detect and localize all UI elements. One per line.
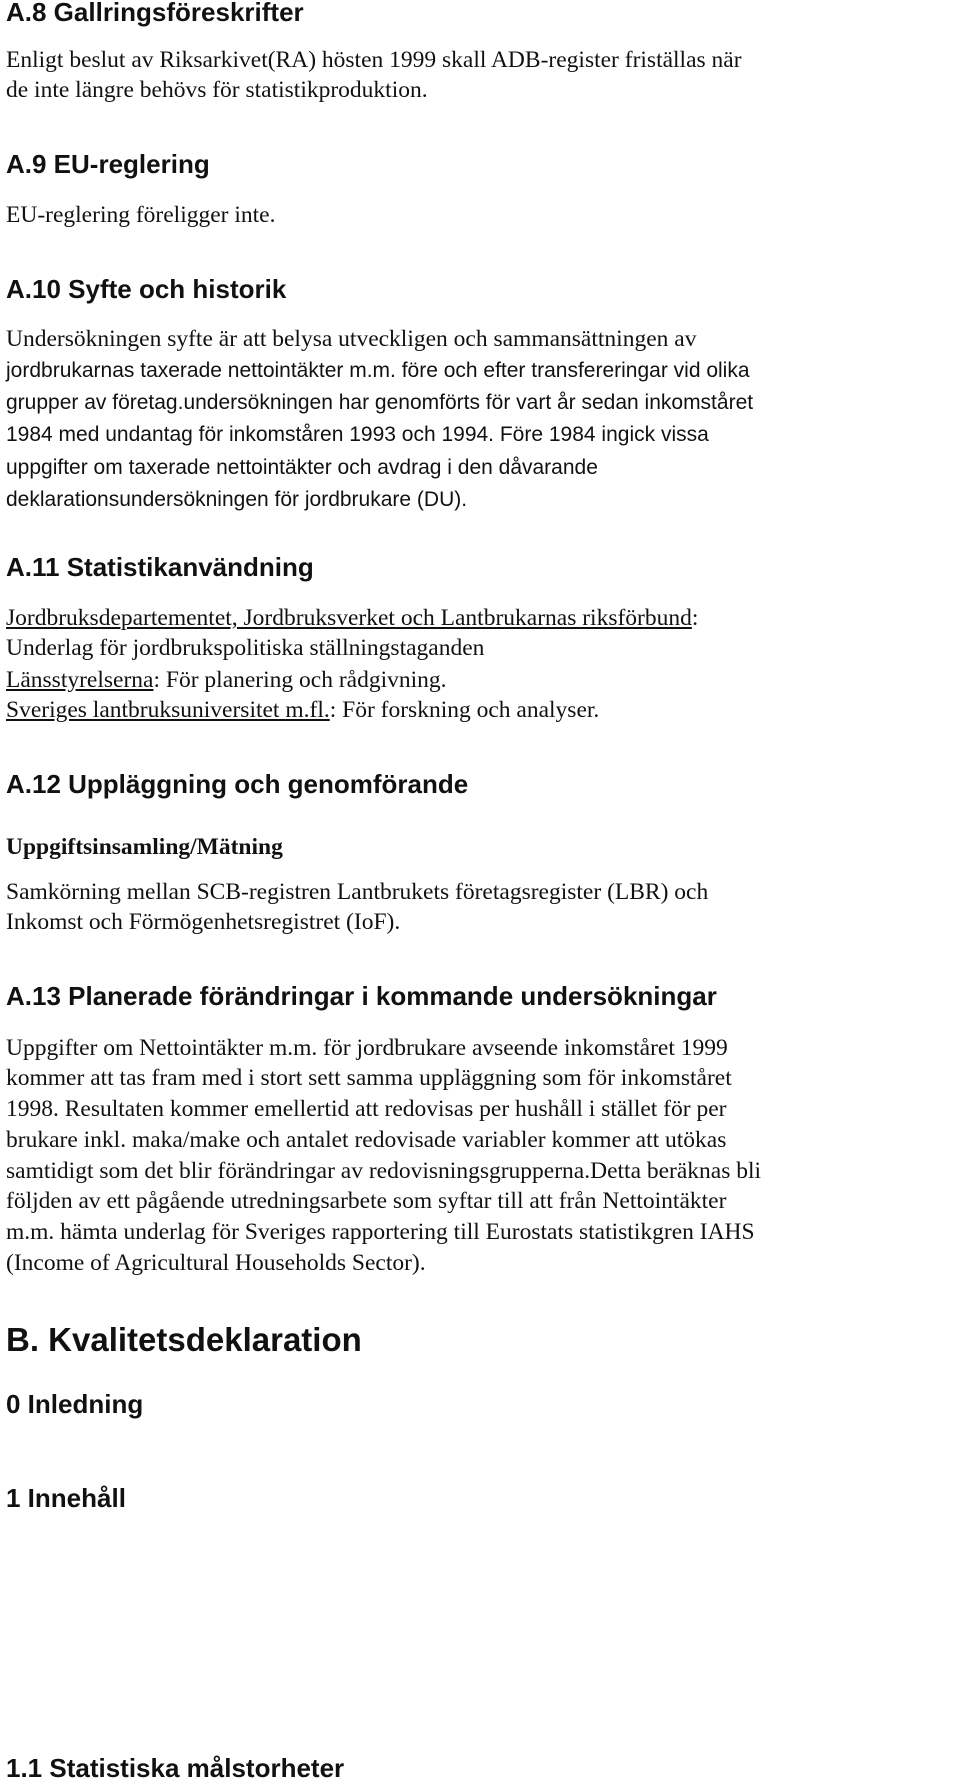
a10-line-3: grupper av företag.undersökningen har genomförts för vart år sedan inkomståret [6, 391, 754, 414]
user-group-county-boards: Länsstyrelserna [6, 667, 154, 693]
heading-b: B. Kvalitetsdeklaration [6, 1321, 362, 1358]
user-group-university: Sveriges lantbruksuniversitet m.fl. [6, 697, 330, 723]
a13-line-5: samtidigt som det blir förändringar av redovisningsgrupperna.Detta beräknas bli [6, 1158, 762, 1184]
a13-line-1: Uppgifter om Nettointäkter m.m. för jordbrukare avseende inkomståret 1999 [6, 1035, 728, 1061]
a13-line-2: kommer att tas fram med i stort sett samma uppläggning som för inkomståret [6, 1065, 732, 1091]
a9-line: EU-reglering föreligger inte. [6, 202, 276, 228]
heading-a9: A.9 EU-reglering [6, 149, 210, 179]
a12-subheading: Uppgiftsinsamling/Mätning [6, 834, 283, 860]
heading-b-0: 0 Inledning [6, 1389, 144, 1419]
heading-a8: A.8 Gallringsföreskrifter [6, 0, 304, 27]
heading-b-1: 1 Innehåll [6, 1483, 126, 1513]
a11-line-4-rest: : För forskning och analyser. [329, 697, 600, 723]
a10-line-5: uppgifter om taxerade nettointäkter och avdrag i den dåvarande [6, 456, 598, 479]
a11-line-4 [6, 693, 599, 727]
heading-a10: A.10 Syfte och historik [6, 274, 287, 304]
a13-line-3: 1998. Resultaten kommer emellertid att redovisas per hushåll i stället för per [6, 1096, 727, 1122]
a12-line-1: Samkörning mellan SCB-registren Lantbrukets företagsregister (LBR) och [6, 879, 709, 905]
a11-line-1 [6, 601, 698, 635]
heading-b-1-1: 1.1 Statistiska målstorheter [6, 1753, 345, 1783]
user-group-ministries: Jordbruksdepartementet, Jordbruksverket och Lantbrukarnas riksförbund [6, 605, 692, 631]
a10-line-4: 1984 med undantag för inkomståren 1993 och 1994. Före 1984 ingick vissa [6, 423, 709, 446]
a10-line-2: jordbrukarnas taxerade nettointäkter m.m. före och efter transfereringar vid olika [6, 359, 750, 382]
a13-line-7: m.m. hämta underlag för Sveriges rapportering till Eurostats statistikgren IAHS [6, 1219, 755, 1245]
a8-line-1: Enligt beslut av Riksarkivet(RA) hösten 1999 skall ADB-register friställas när [6, 47, 742, 73]
a11-line-3 [6, 663, 447, 697]
a12-line-2: Inkomst och Förmögenhetsregistret (IoF). [6, 909, 401, 935]
a11-line-1-suffix: : [691, 605, 699, 631]
a8-line-2: de inte längre behövs för statistikproduktion. [6, 77, 428, 103]
heading-a12: A.12 Uppläggning och genomförande [6, 769, 469, 799]
heading-a13: A.13 Planerade förändringar i kommande undersökningar [6, 981, 717, 1011]
heading-a11: A.11 Statistikanvändning [6, 552, 314, 582]
a11-line-3-rest: : För planering och rådgivning. [153, 667, 447, 693]
a13-line-8: (Income of Agricultural Households Sector). [6, 1250, 426, 1276]
a13-line-4: brukare inkl. maka/make och antalet redovisade variabler kommer att utökas [6, 1127, 727, 1153]
a10-line-6: deklarationsundersökningen för jordbrukare (DU). [6, 488, 468, 511]
a11-line-2: Underlag för jordbrukspolitiska ställningstaganden [6, 635, 485, 661]
a13-line-6: följden av ett pågående utredningsarbete som syftar till att från Nettointäkter [6, 1188, 727, 1214]
a10-line-1: Undersökningen syfte är att belysa utveckligen och sammansättningen av [6, 326, 697, 352]
